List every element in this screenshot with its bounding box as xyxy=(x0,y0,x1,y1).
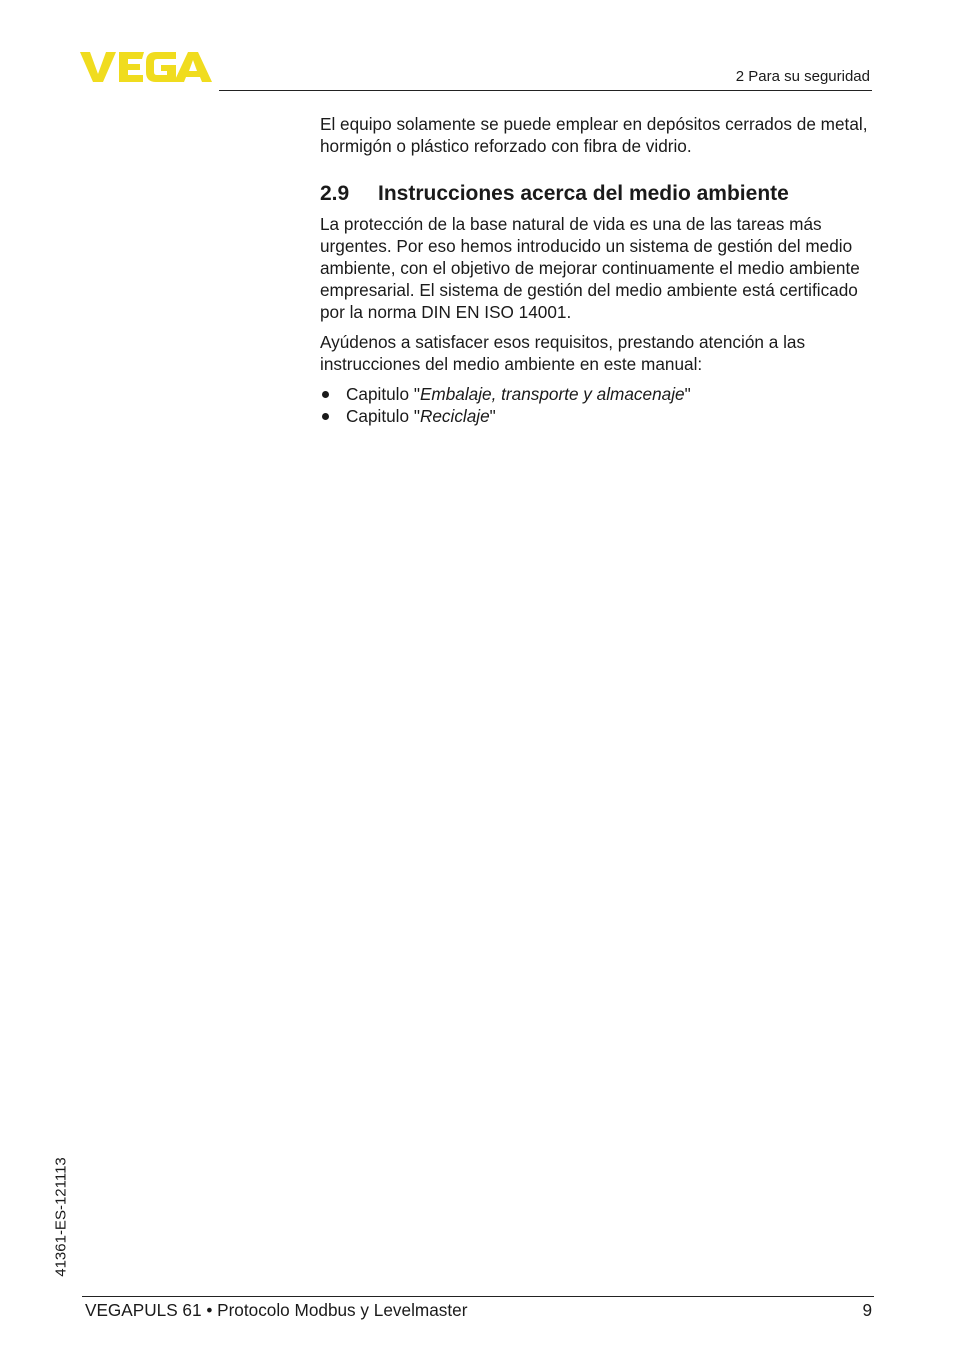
environment-paragraph: La protección de la base natural de vida es una de las tareas más urgentes. Por eso hemos introducido un sistema de gestión del medio ambiente, con el objetivo de mejorar continuamente el medio ambiente empresarial. El sistema de gestión del medio ambiente está certificado por la norma DIN EN ISO 14001. xyxy=(320,214,860,322)
document-number: 41361-ES-121113 xyxy=(52,1157,70,1277)
section-number: 2.9 xyxy=(320,182,350,205)
bullet-icon xyxy=(322,413,329,420)
request-paragraph: Ayúdenos a satisfacer esos requisitos, prestando atención a las instrucciones del medio ambiente en este manual: xyxy=(320,332,806,374)
chapter-list xyxy=(320,383,880,427)
intro-paragraph: El equipo solamente se puede emplear en depósitos cerrados de metal, hormigón o plástico reforzado con fibra de vidrio. xyxy=(320,114,868,156)
header-section-title: 2 Para su seguridad xyxy=(735,68,870,85)
header-divider xyxy=(219,90,872,91)
vega-logo-icon xyxy=(80,50,212,84)
main-content xyxy=(320,113,880,427)
list-item: Capitulo "Reciclaje" xyxy=(320,405,880,427)
footer-divider xyxy=(82,1296,874,1297)
list-item: Capitulo "Embalaje, transporte y almacenaje" xyxy=(320,383,880,405)
chapter-reference: Embalaje, transporte y almacenaje xyxy=(419,384,685,404)
page-number: 9 xyxy=(862,1300,872,1320)
bullet-icon xyxy=(322,391,329,398)
footer-document-title: VEGAPULS 61 • Protocolo Modbus y Levelmaster xyxy=(85,1300,468,1320)
chapter-reference: Reciclaje xyxy=(419,406,490,426)
section-title: Instrucciones acerca del medio ambiente xyxy=(378,182,789,205)
vega-logo xyxy=(80,50,212,84)
section-heading xyxy=(320,181,880,207)
